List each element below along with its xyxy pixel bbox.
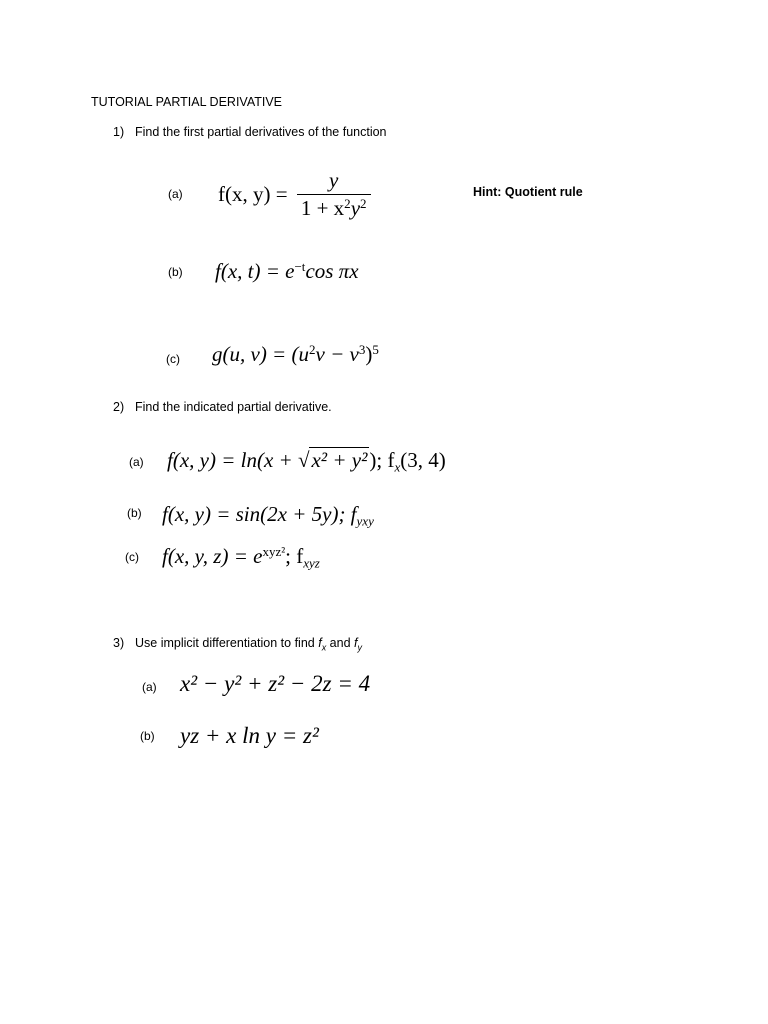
question-1-text: Find the first partial derivatives of the function bbox=[135, 125, 387, 139]
q2a-equation bbox=[167, 448, 446, 473]
q2b-label: (b) bbox=[127, 506, 142, 520]
q2a-part3: (3, 4) bbox=[400, 448, 446, 472]
q1a-fraction bbox=[297, 168, 371, 221]
q2c-label: (c) bbox=[125, 550, 139, 564]
q3-fy-subscript: y bbox=[357, 642, 362, 653]
question-1-heading bbox=[113, 125, 387, 139]
q1a-denominator: 1 + x bbox=[300, 196, 345, 220]
q3-fy: f bbox=[354, 636, 358, 650]
q2a-part1: f(x, y) = ln(x + bbox=[167, 448, 298, 472]
q2a-part2: ); f bbox=[369, 448, 395, 472]
q3-and: and bbox=[326, 636, 354, 650]
q2c-part1: f(x, y, z) = e bbox=[162, 544, 263, 568]
q1b-label: (b) bbox=[168, 265, 183, 279]
q3a-equation bbox=[180, 671, 370, 697]
q1b-exponent: −t bbox=[294, 258, 306, 274]
q3-fx: f bbox=[318, 636, 322, 650]
q1a-label: (a) bbox=[168, 187, 183, 201]
q1a-den-exp-y: 2 bbox=[360, 195, 367, 211]
q2a-sqrt: √x² + y² bbox=[297, 448, 368, 472]
page-title: TUTORIAL PARTIAL DERIVATIVE bbox=[91, 95, 283, 109]
q1c-part3: ) bbox=[365, 342, 373, 366]
hint-text: Hint: Quotient rule bbox=[473, 185, 583, 199]
q1b-part2: cos πx bbox=[305, 259, 359, 283]
q2c-subscript: xyz bbox=[303, 555, 320, 571]
q1c-equation bbox=[212, 342, 379, 367]
q2a-label: (a) bbox=[129, 455, 144, 469]
q1a-numerator: y bbox=[329, 168, 339, 192]
q3a-expression: x² − y² + z² − 2z = 4 bbox=[180, 671, 371, 696]
q1c-exp1: 2 bbox=[308, 341, 316, 357]
question-2-number: 2) bbox=[113, 400, 125, 414]
q2b-equation bbox=[162, 502, 374, 527]
q1a-equation bbox=[218, 168, 371, 221]
q1c-part2: v − v bbox=[315, 342, 359, 366]
q1c-exp3: 5 bbox=[372, 341, 379, 357]
q1a-den-y: y bbox=[350, 196, 361, 220]
q2b-subscript: yxy bbox=[356, 513, 374, 529]
q3-fx-subscript: x bbox=[321, 642, 327, 653]
q3a-label: (a) bbox=[142, 680, 157, 694]
q2c-exponent: xyz² bbox=[262, 543, 286, 559]
q3b-label: (b) bbox=[140, 729, 155, 743]
question-3-heading bbox=[113, 636, 362, 653]
q1c-label: (c) bbox=[166, 352, 180, 366]
q3b-equation bbox=[180, 723, 319, 749]
q2b-part1: f(x, y) = sin(2x + 5y); f bbox=[162, 502, 357, 526]
q2c-equation bbox=[162, 544, 320, 569]
q1c-part1: g(u, v) = (u bbox=[212, 342, 309, 366]
question-1-number: 1) bbox=[113, 125, 125, 139]
q2c-part2: ; f bbox=[285, 544, 304, 568]
question-3-text: Use implicit differentiation to find bbox=[135, 636, 319, 650]
q1a-den-exp-x: 2 bbox=[344, 195, 351, 211]
q1b-part1: f(x, t) = e bbox=[215, 259, 295, 283]
q1b-equation bbox=[215, 259, 359, 284]
question-3-number: 3) bbox=[113, 636, 125, 650]
q1c-exp2: 3 bbox=[358, 341, 366, 357]
q3b-expression: yz + x ln y = z² bbox=[180, 723, 319, 748]
q2a-subscript: x bbox=[394, 459, 401, 475]
q2a-radicand: x² + y² bbox=[311, 448, 368, 472]
question-2-heading bbox=[113, 400, 332, 414]
q1a-lhs: f(x, y) = bbox=[218, 182, 288, 206]
question-2-text: Find the indicated partial derivative. bbox=[135, 400, 332, 414]
